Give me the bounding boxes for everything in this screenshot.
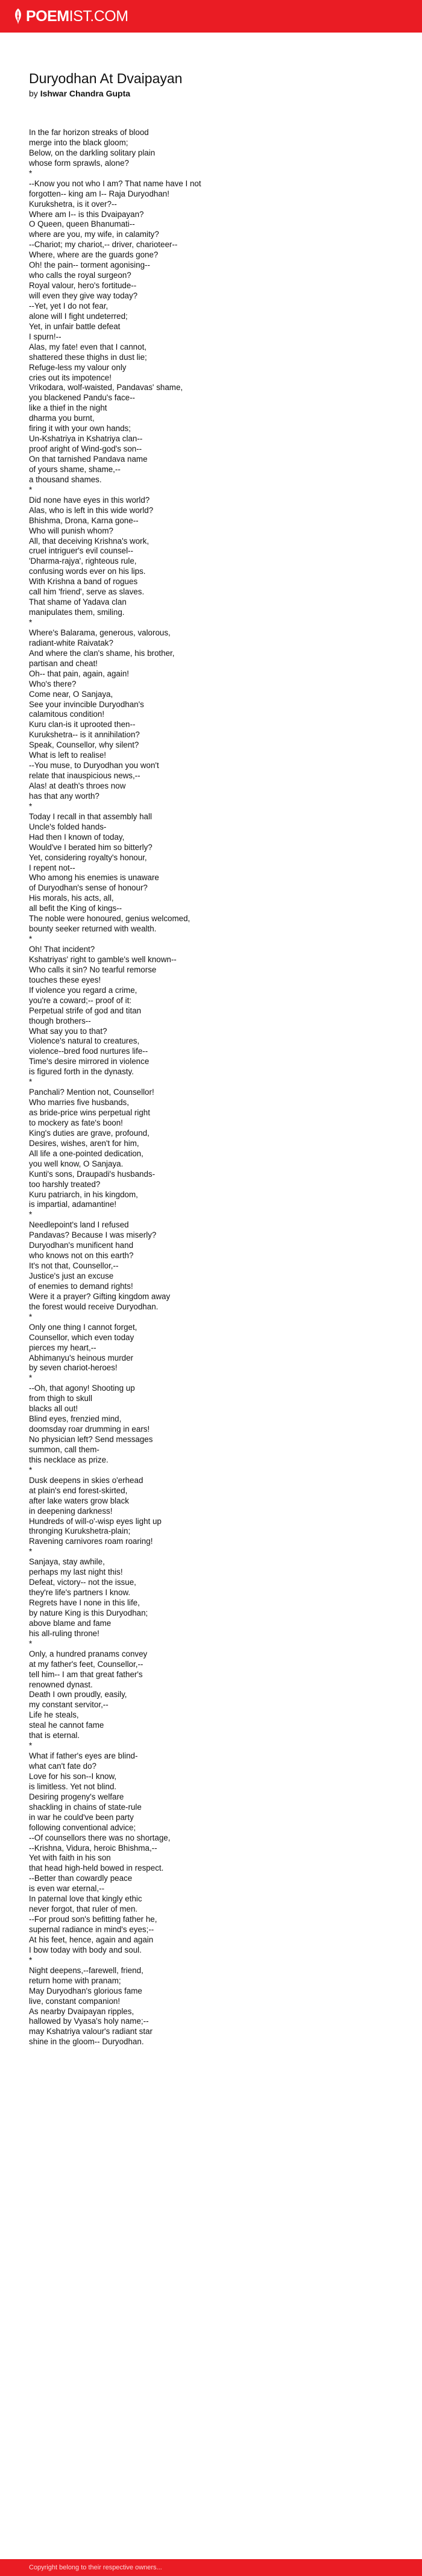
footer-copyright: Copyright belong to their respective owners... [29, 2564, 162, 2571]
stanza-separator: * [29, 1741, 33, 1751]
stanza-separator: * [29, 1210, 33, 1220]
poem-stanza: Only, a hundred pranams convey at my father's feet, Counsellor,-- tell him-- I am that great father's renowned dynast. Death I own proudly, easily, my constant servitor,-- Life he steals, steal he cannot fame that is eternal. [29, 1649, 148, 1740]
poem-stanza: Night deepens,--farewell, friend, return home with pranam; May Duryodhan's glorious fame live, constant companion! As nearby Dvaipayan ripples, hallowed by Vyasa's holy name;-- may Kshatriya valour's radiant star shine in the gloom-- Duryodhan. [29, 1965, 153, 2047]
poem-stanza: Dusk deepens in skies o'erhead at plain's end forest-skirted, after lake waters grow black in deepening darkness! Hundreds of will-o'-wisp eyes light up thronging Kurukshetra-plain; Ravening carnivores roam roaring! [29, 1475, 162, 1546]
poem-container [29, 70, 391, 2047]
stanza-separator: * [29, 1312, 33, 1321]
stanza-separator: * [29, 1547, 33, 1557]
stanza-separator: * [29, 168, 33, 178]
top-bar [0, 0, 422, 33]
poem-stanza: Panchali? Mention not, Counsellor! Who marries five husbands, as bride-price wins perpetual right to mockery as fate's boon! King's duties are grave, profound, Desires, wishes, aren't for him, All life a one-pointed dedication, you well know, O Sanjaya. Kunti's sons, Draupadi's husbands- too harshly treated? Kuru patriarch, in his kingdom, is impartial, adamantine! [29, 1088, 156, 1209]
poem-body [29, 128, 391, 2047]
logo-text-bold: POEM [26, 8, 69, 25]
stanza-separator: * [29, 1373, 33, 1383]
site-logo[interactable] [13, 7, 128, 26]
footer-bar [0, 2559, 422, 2576]
stanza-separator: * [29, 1465, 33, 1475]
poem-stanza: What if father's eyes are blind- what can't fate do? Love for his son--I know, is limitless. Yet not blind. Desiring progeny's welfare shackling in chains of state-rule in war he could've been party following conventional advice; --Of counsellors there was no shortage, --Krishna, Vidura, heroic Bhishma,-- Yet with faith in his son that head high-held bowed in respect. --Better than cowardly peace is even war eternal,-- In paternal love that kingly ethic never forgot, that ruler of men. --For proud son's befitting father he, supernal radiance in mind's eyes;-- At his feet, hence, again and again I bow today with body and soul. [29, 1751, 171, 1954]
stanza-separator: * [29, 485, 33, 494]
poem-stanza: --Oh, that agony! Shooting up from thigh to skull blacks all out! Blind eyes, frenzied mind, doomsday roar drumming in ears! No physician left? Send messages summon, call them- this necklace as prize. [29, 1384, 153, 1464]
stanza-separator: * [29, 1639, 33, 1648]
stanza-separator: * [29, 934, 33, 944]
stanza-separator: * [29, 618, 33, 627]
poem-stanza: Only one thing I cannot forget, Counsellor, which even today pierces my heart,-- Abhimanyu's heinous murder by seven chariot-heroes! [29, 1322, 137, 1373]
poem-stanza: Needlepoint's land I refused Pandavas? Because I was miserly? Duryodhan's munificent hand who knows not on this earth? It's not that, Counsellor,-- Justice's just an excuse of enemies to demand rights! Were it a prayer? Gifting kingdom away the forest would receive Duryodhan. [29, 1220, 171, 1311]
logo-text-light: IST.COM [69, 8, 128, 25]
stanza-separator: * [29, 801, 33, 811]
poem-stanza: Where's Balarama, generous, valorous, radiant-white Raivatak? And where the clan's shame, his brother, partisan and cheat! Oh-- that pain, again, again! Who's there? Come near, O Sanjaya, See your invincible Duryodhan's calamitous condition! Kuru clan-is it uprooted then-- Kurukshetra-- is it annihilation? Speak, Counsellor, why silent? What is left to realise! --You muse, to Duryodhan you won't relate that inauspicious news,-- Alas! at death's throes now has that any worth? [29, 628, 175, 801]
poem-stanza: Did none have eyes in this world? Alas, who is left in this wide world? Bhishma, Drona, Karna gone-- Who will punish whom? All, that deceiving Krishna's work, cruel intriguer's evil counsel-- 'Dharma-rajya', righteous rule, confusing words ever on his lips. With Krishna a band of rogues call him 'friend', serve as slaves. That shame of Yadava clan manipulates them, smiling. [29, 495, 154, 617]
poem-stanza: --Know you not who I am? That name have I not forgotten-- king am I-- Raja Duryodhan! Kurukshetra, is it over?-- Where am I-- is this Dvaipayan? O Queen, queen Bhanumati-- where are you, my wife, in calamity? --Chariot; my chariot,-- driver, charioteer-- Where, where are the guards gone? Oh! the pain-- torment agonising-- who calls the royal surgeon? Royal valour, hero's fortitude-- will even they give way today? --Yet, yet I do not fear, alone will I fight undeterred; Yet, in unfair battle defeat I spurn!-- Alas, my fate! even that I cannot, shattered these thighs in dust lie; Refuge-less my valour only cries out its impotence! Vrikodara, wolf-waisted, Pandavas' shame, you blackened Pandu's face-- like a thief in the night dharma you burnt, firing it with your own hands; Un-Kshatriya in Kshatriya clan-- proof aright of Wind-god's son-- On that tarnished Pandava name of yours shame, shame,-- a thousand shames. [29, 178, 201, 484]
poem-stanza: Oh! That incident? Kshatriyas' right to gamble's well known-- Who calls it sin? No tearful remorse touches these eyes! If violence you regard a crime, you're a coward;-- proof of it: Perpetual strife of god and titan though brothers-- What say you to that? Violence's natural to creatures, violence--bred food nurtures life-- Time's desire mirrored in violence is figured forth in the dynasty. [29, 945, 177, 1077]
quill-pen-icon [13, 8, 23, 25]
author-link[interactable]: Ishwar Chandra Gupta [40, 89, 131, 98]
byline-prefix: by [29, 89, 38, 98]
poem-title: Duryodhan At Dvaipayan [29, 71, 183, 86]
poem-stanza: Sanjaya, stay awhile, perhaps my last night this! Defeat, victory-- not the issue, they're life's partners I know. Regrets have I none in this life, by nature King is this Duryodhan; above blame and fame his all-ruling throne! [29, 1557, 148, 1638]
byline [29, 88, 391, 99]
poem-stanza: Today I recall in that assembly hall Uncle's folded hands- Had then I known of today, Would've I berated him so bitterly? Yet, considering royalty's honour, I repent not-- Who among his enemies is unaware of Duryodhan's sense of honour? His morals, his acts, all, all befit the King of kings-- The noble were honoured, genius welcomed, bounty seeker returned with wealth. [29, 811, 191, 934]
site-logo-text [26, 7, 128, 26]
stanza-separator: * [29, 1077, 33, 1087]
poem-stanza: In the far horizon streaks of blood merge into the black gloom; Below, on the darkling solitary plain whose form sprawls, alone? [29, 128, 156, 168]
stanza-separator: * [29, 1955, 33, 1965]
